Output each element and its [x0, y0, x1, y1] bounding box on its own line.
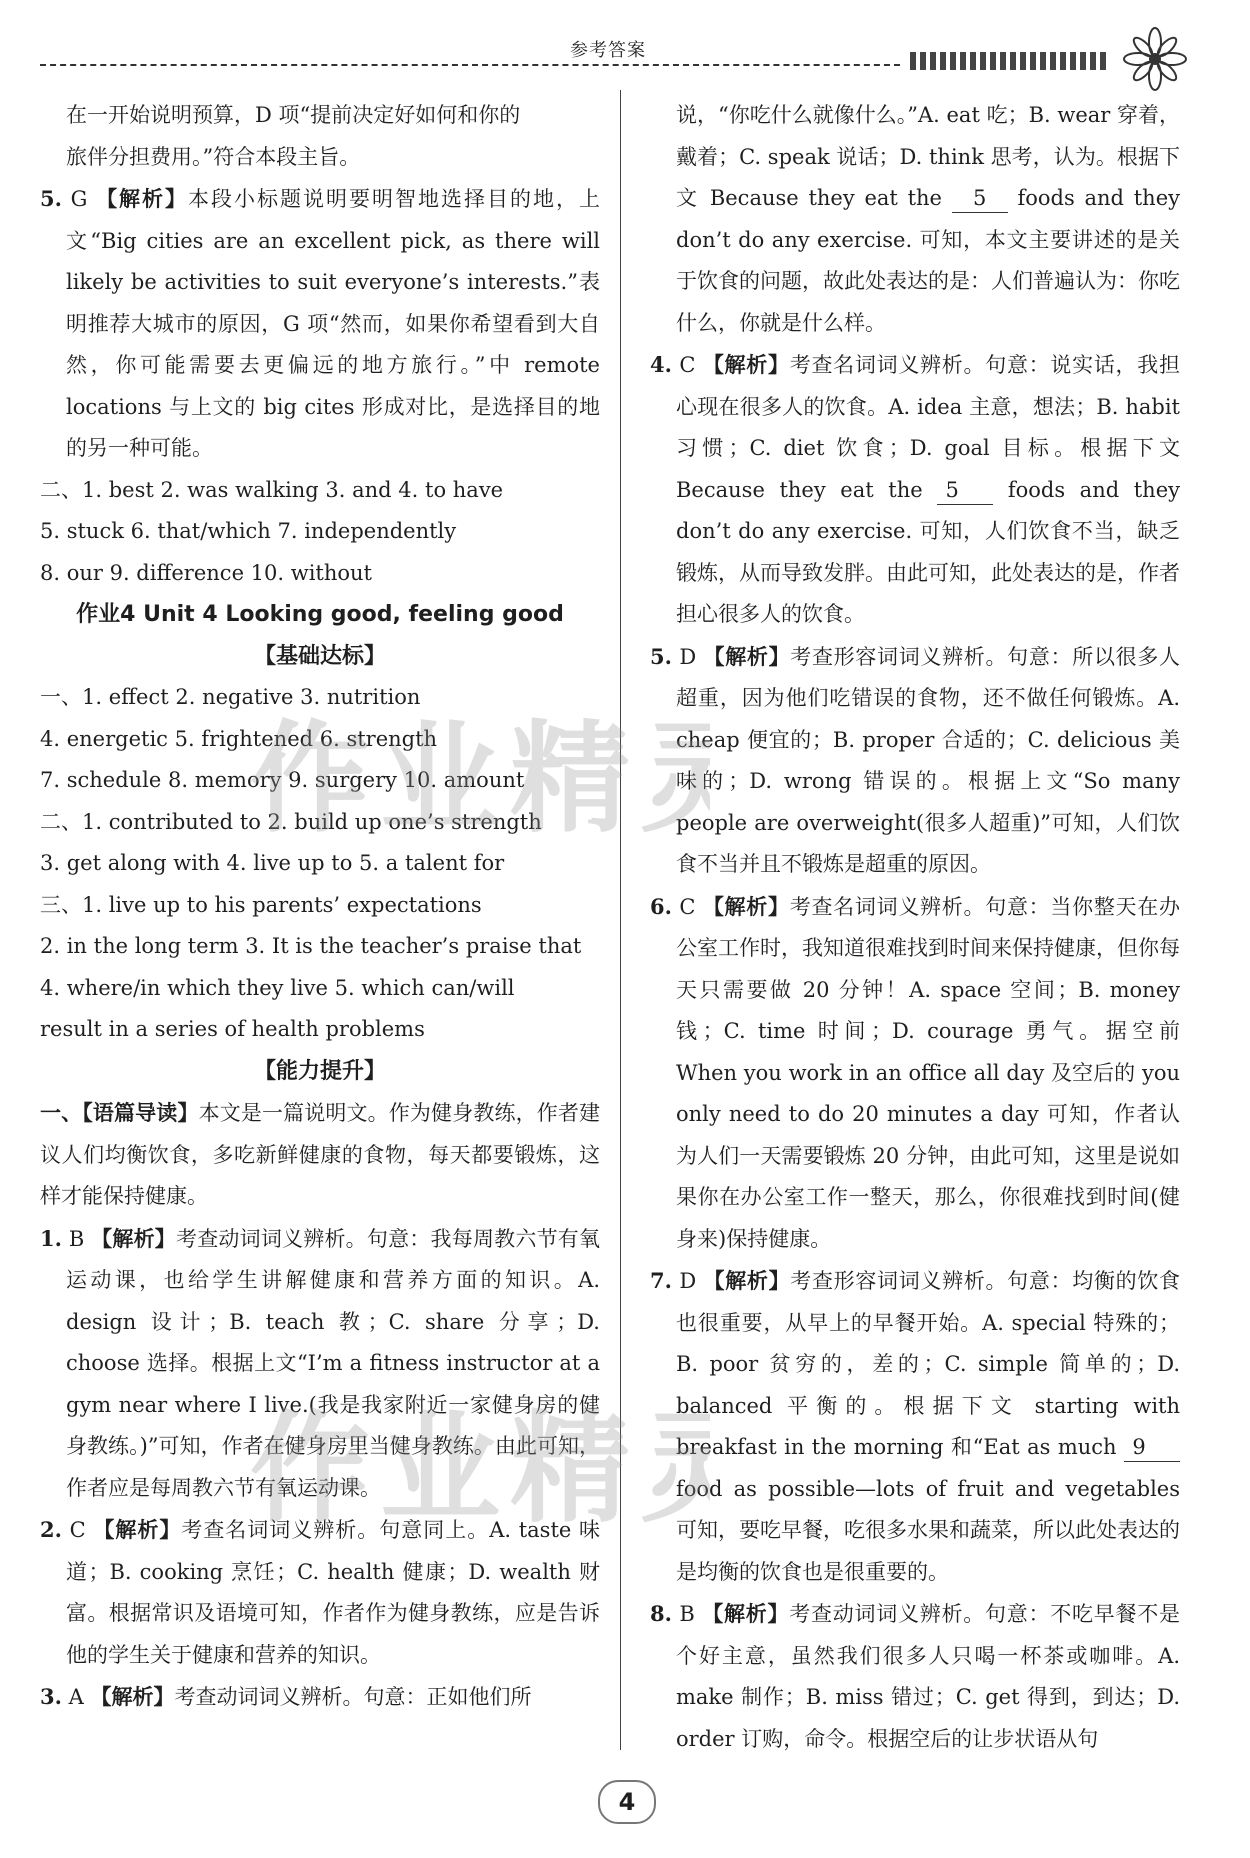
page-number: 4: [598, 1780, 656, 1824]
blank-number: 5: [937, 476, 993, 505]
answer-row: 7. schedule 8. memory 9. surgery 10. amount: [40, 768, 525, 792]
item-answer: C: [69, 1518, 86, 1542]
analysis-tag: 【解析】: [703, 643, 791, 669]
blank-number: 5: [952, 184, 1008, 213]
answer-row: 8. our 9. difference 10. without: [40, 560, 373, 585]
item-answer: C: [679, 353, 696, 377]
answer-row: 二、1. best 2. was walking 3. and 4. to have: [40, 477, 504, 502]
intro-line-2: 旅伴分担费用。”符合本段主旨。: [66, 144, 361, 169]
analysis-text: 考查动词词义辨析。句意：不吃早餐不是个好主意，虽然我们很多人只喝一杯茶或咖啡。A. make 制作；B. miss 错过；C. get 得到，到达；D. order 订购，命令。根据空后的让步状语从句: [676, 1602, 1180, 1751]
analysis-text: 考查名词词义辨析。句意：说实话，我担心现在很多人的饮食。A. idea 主意，想法；B. habit 习惯；C. diet 饮食；D. goal 目标。根据下文 Because they eat the: [676, 353, 1180, 502]
blank-number: 9: [1124, 1433, 1180, 1462]
analysis-text: 考查形容词词义辨析。句意：均衡的饮食也很重要，从早上的早餐开始。A. special 特殊的；B. poor 贫穷的，差的；C. simple 简单的；D. balanced 平衡的。根据下文 starting with breakfast in the morning 和“Eat as much: [676, 1269, 1181, 1459]
item-number: 6.: [650, 893, 672, 919]
header-decoration: [910, 52, 1110, 70]
item-number: 7.: [650, 1268, 672, 1293]
item-number: 4.: [650, 352, 672, 377]
answer-row: 2. in the long term 3. It is the teacher’s praise that: [40, 934, 582, 958]
analysis-text: 考查名词词义辨析。句意：当你整天在办公室工作时，我知道很难找到时间来保持健康，但你每天只需要做 20 分钟！A. space 空间；B. money 钱；C. time 时间；D. courage 勇气。据空前 When you work in an office all day 及空后的 you only need to do 20 minutes a day 可知，作者认为人们一天需要锻炼 20 分钟，由此可知，这里是说如果你在办公室工作一整天，那么，你很难找到时间(健身来)保持健康。: [676, 894, 1180, 1251]
analysis-text: 本段小标题说明要明智地选择目的地，上文“Big cities are an excellent pick, as there will likely be activities to suit everyone’s interests.”表明推荐大城市的原因，G 项“然而，如果你希望看到大自然，你可能需要去更偏远的地方旅行。”中 remote locations 与上文的 big cites 形成对比，是选择目的地的另一种可能。: [66, 187, 600, 460]
answer-row: 4. energetic 5. frightened 6. strength: [40, 726, 438, 751]
answer-row: 3. get along with 4. live up to 5. a talent for: [40, 851, 505, 875]
item-answer: C: [679, 894, 696, 919]
item-answer: A: [68, 1685, 84, 1709]
answer-row: 三、1. live up to his parents’ expectations: [40, 892, 482, 917]
analysis-tag: 【解析】: [702, 893, 790, 919]
answer-item: [650, 1260, 1180, 1593]
analysis-tag: 【解析】: [703, 1268, 791, 1293]
intro-line-1: 在一开始说明预算，D 项“提前决定好如何和你的: [66, 103, 521, 127]
analysis-tag: 【解析】: [702, 352, 790, 377]
flower-icon: [1120, 24, 1190, 94]
page-header: [40, 30, 1180, 70]
analysis-tag: 【解析】: [90, 1684, 175, 1709]
analysis-text: 考查动词词义辨析。句意：正如他们所: [174, 1685, 532, 1709]
item-number: 5.: [650, 643, 672, 669]
analysis-tag: 【解析】: [702, 1601, 790, 1626]
answer-row: 一、1. effect 2. negative 3. nutrition: [40, 685, 421, 709]
analysis-tag: 【解析】: [93, 1517, 182, 1542]
right-column: [650, 95, 1180, 1760]
analysis-tag: 【解析】: [91, 1225, 176, 1251]
item-number: 2.: [40, 1517, 62, 1542]
analysis-text: 考查名词词义辨析。句意同上。A. taste 味道；B. cooking 烹饪；C. health 健康；D. wealth 财富。根据常识及语境可知，作者作为健身教练，应是告诉他的学生关于健康和营养的知识。: [66, 1518, 600, 1667]
answer-item: [650, 636, 1180, 886]
answer-item: [650, 344, 1180, 636]
watermark-text: 作业精: [250, 710, 640, 849]
item-answer: D: [679, 1269, 697, 1293]
analysis-text: food as possible—lots of fruit and vegetables 可知，要吃早餐，吃很多水果和蔬菜，所以此处表达的是均衡的饮食也是很重要的。: [676, 1476, 1180, 1584]
item-number: 5.: [40, 186, 62, 211]
item-number: 1.: [40, 1225, 62, 1251]
guide-text: 本文是一篇说明文。作为健身教练，作者建议人们均衡饮食，多吃新鲜健康的食物，每天都要锻炼，这样才能保持健康。: [40, 1101, 600, 1208]
item-number: 8.: [650, 1601, 672, 1626]
answer-row: 4. where/in which they live 5. which can/will: [40, 975, 515, 1000]
answer-item: [40, 1676, 600, 1719]
section-title-basic: 【基础达标】: [253, 643, 386, 669]
analysis-text: 考查动词词义辨析。句意：我每周教六节有氧运动课，也给学生讲解健康和营养方面的知识。A. design 设计；B. teach 教；C. share 分享；D. choose 选择。根据上文“I’m a fitness instructor at a gym near where I live.(我是我家附近一家健身房的健身教练。)”可知，作者在健身房里当健身教练。由此可知，作者应是每周教六节有氧运动课。: [66, 1226, 600, 1500]
watermark-text: 作业精: [250, 1400, 640, 1539]
unit-title: 作业4 Unit 4 Looking good, feeling good: [76, 602, 564, 627]
watermark-graphic: [250, 690, 710, 850]
watermark: [250, 690, 710, 886]
item-answer: B: [679, 1602, 695, 1626]
guide-tag: 一、【语篇导读】: [40, 1100, 199, 1125]
analysis-text: foods and they don’t do any exercise. 可知，本文主要讲述的是关于饮食的问题，故此处表达的是：人们普遍认为：你吃什么，你就是什么样。: [676, 186, 1180, 335]
analysis-tag: 【解析】: [96, 186, 189, 211]
item-number: 3.: [40, 1684, 62, 1709]
header-title: 参考答案: [570, 40, 646, 61]
header-rule: [40, 64, 900, 66]
reading-guide: [40, 1092, 600, 1218]
answer-item: [40, 178, 600, 470]
analysis-text: 考查形容词词义辨析。句意：所以很多人超重，因为他们吃错误的食物，还不做任何锻炼。A. cheap 便宜的；B. proper 合适的；C. delicious 美味的；D. wrong 错误的。根据上文“So many people are overweight(很多人超重)”可知，人们饮食不当并且不锻炼是超重的原因。: [676, 644, 1181, 876]
item-answer: B: [68, 1226, 85, 1251]
watermark-graphic: [250, 1380, 710, 1540]
item-answer: D: [679, 644, 697, 669]
answer-row: 5. stuck 6. that/which 7. independently: [40, 519, 457, 543]
answer-item: [650, 1593, 1180, 1760]
analysis-text: 说，“你吃什么就像什么。”A. eat 吃；B. wear 穿着，戴着；C. speak 说话；D. think 思考，认为。根据下文 Because they eat the: [676, 103, 1180, 210]
item-answer: G: [70, 187, 88, 211]
answer-row: result in a series of health problems: [40, 1017, 425, 1041]
section-title-advanced: 【能力提升】: [253, 1058, 386, 1084]
answer-item: [650, 886, 1180, 1261]
answer-row: 二、1. contributed to 2. build up one’s strength: [40, 809, 542, 834]
analysis-text: foods and they don’t do any exercise. 可知，人们饮食不当，缺乏锻炼，从而导致发胖。由此可知，此处表达的是，作者担心很多人的饮食。: [676, 477, 1180, 626]
watermark: [250, 1380, 710, 1576]
answer-continuation: [650, 95, 1180, 344]
